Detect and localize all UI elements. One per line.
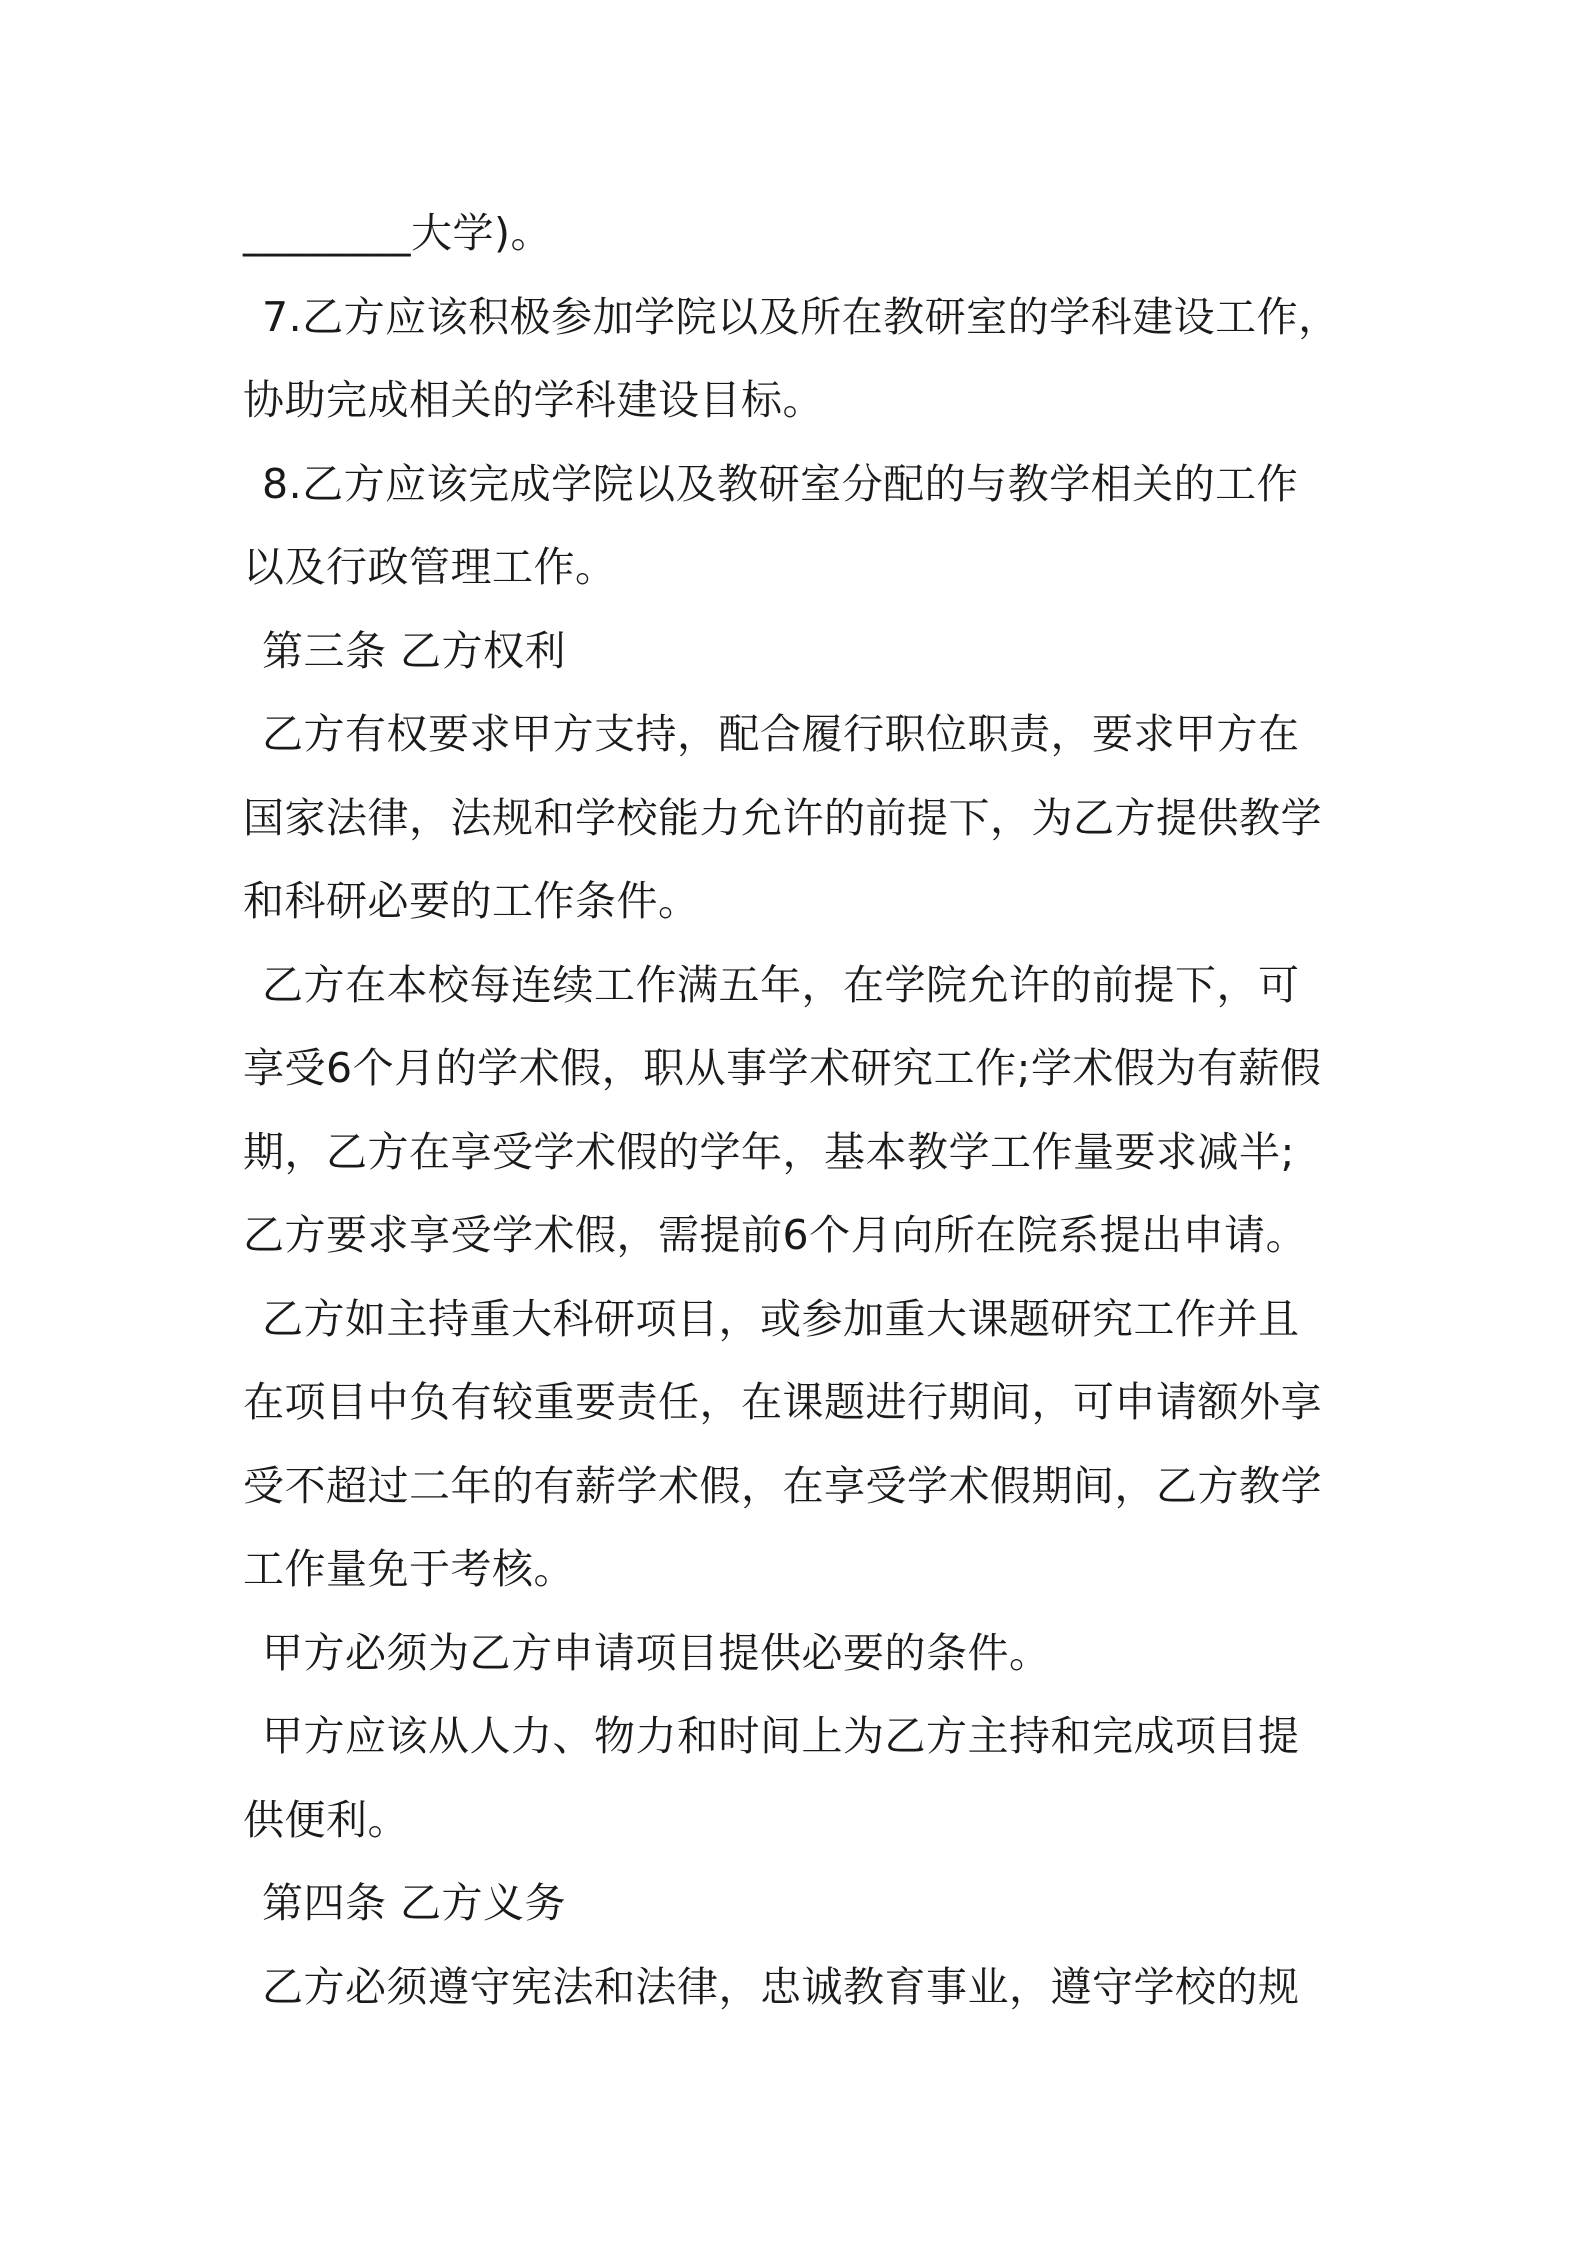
text-line: 乙方在本校每连续工作满五年，在学院允许的前提下，可 [262, 960, 1300, 1009]
text-line: 在项目中负有较重要责任，在课题进行期间，可申请额外享 [243, 1378, 1322, 1426]
text-line: 乙方如主持重大科研项目，或参加重大课题研究工作并且 [262, 1294, 1300, 1343]
section-heading: 第四条 乙方义务 [262, 1879, 567, 1927]
section-heading: 第三条 乙方权利 [262, 626, 567, 675]
text-line: ________大学)。 [243, 209, 552, 257]
text-line: 甲方必须为乙方申请项目提供必要的条件。 [262, 1628, 1051, 1677]
text-line: 受不超过二年的有薪学术假，在享受学术假期间，乙方教学 [243, 1461, 1322, 1510]
text-line: 工作量免于考核。 [243, 1545, 575, 1593]
text-line: 甲方应该从人力、物力和时间上为乙方主持和完成项目提 [262, 1712, 1300, 1760]
text-line: 8.乙方应该完成学院以及教研室分配的与教学相关的工作 [262, 459, 1299, 508]
text-line: 以及行政管理工作。 [243, 543, 617, 591]
text-line: 乙方有权要求甲方支持，配合履行职位职责，要求甲方在 [262, 710, 1300, 758]
text-line: 和科研必要的工作条件。 [243, 877, 700, 925]
text-line: 乙方必须遵守宪法和法律，忠诚教育事业，遵守学校的规 [262, 1962, 1300, 2011]
text-line: 乙方要求享受学术假，需提前6个月向所在院系提出申请。 [243, 1211, 1308, 1259]
text-line: 期，乙方在享受学术假的学年，基本教学工作量要求减半; [243, 1127, 1295, 1176]
text-line: 协助完成相关的学科建设目标。 [243, 376, 824, 424]
text-line: 7.乙方应该积极参加学院以及所在教研室的学科建设工作， [262, 292, 1340, 341]
document-body [243, 192, 1355, 2029]
text-line: 享受6个月的学术假，职从事学术研究工作;学术假为有薪假 [243, 1044, 1322, 1092]
text-line: 供便利。 [243, 1795, 409, 1844]
text-line: 国家法律，法规和学校能力允许的前提下，为乙方提供教学 [243, 793, 1322, 842]
